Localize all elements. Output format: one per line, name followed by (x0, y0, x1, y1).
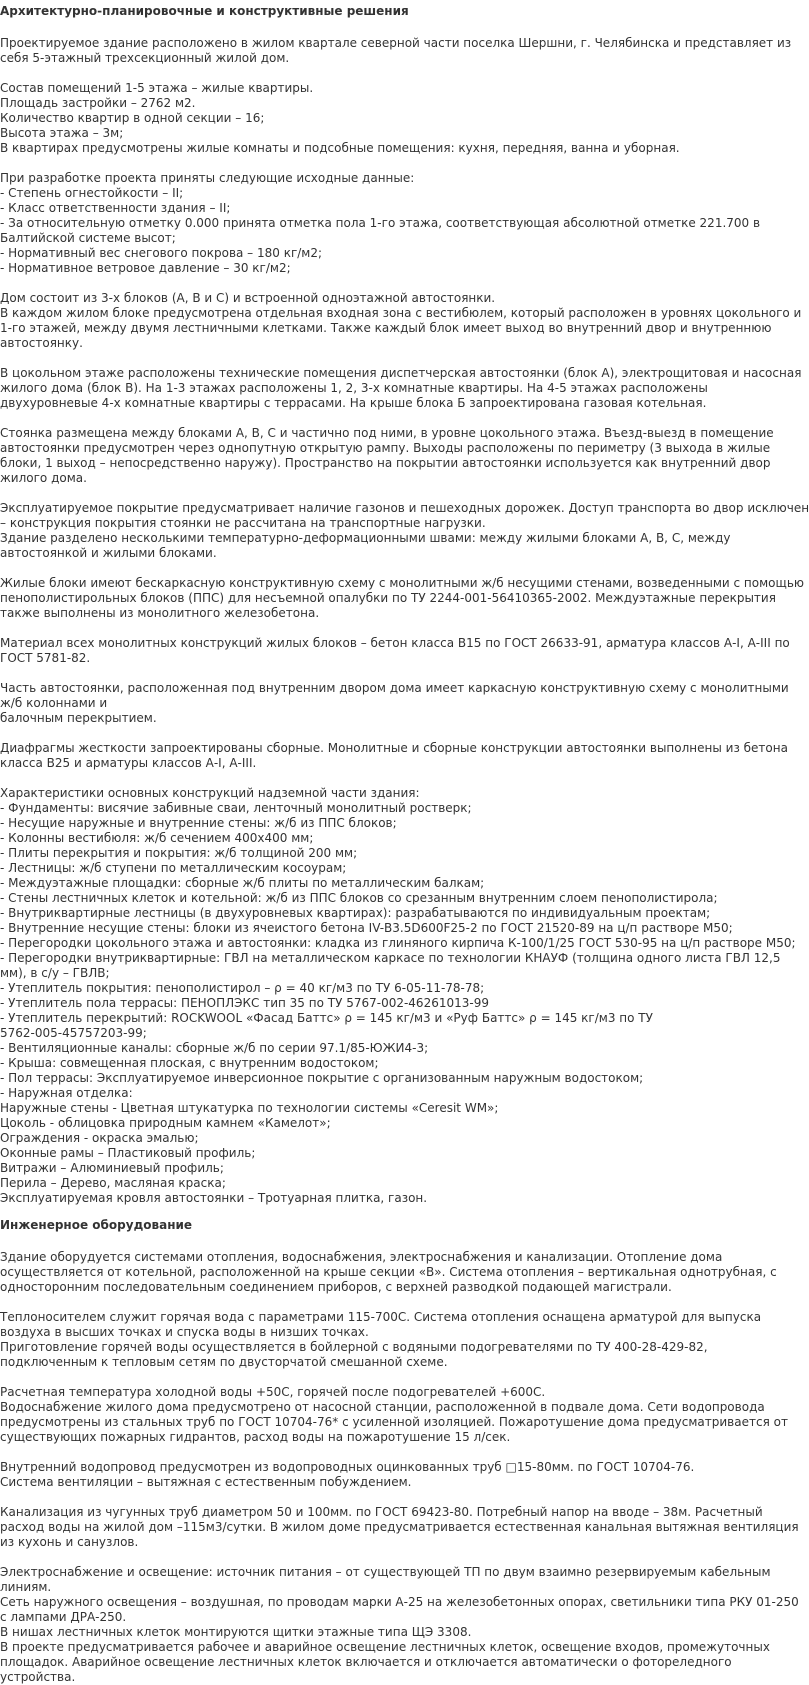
paragraph (0, 36, 792, 66)
paragraph (0, 171, 761, 276)
text-line: – конструкция покрытия стоянки не рассчитана на транспортные нагрузки. (0, 516, 486, 530)
text-line: Расчетная температура холодной воды +50С, горячей после подогревателей +600С. (0, 1385, 546, 1399)
text-line: Электроснабжение и освещение: источник питания – от существующей ТП по двум взаимно резервируемым кабельным (0, 1565, 771, 1579)
text-line: Цоколь - облицовка природным камнем «Камелот»; (0, 1116, 331, 1130)
text-line: односторонним последовательным соединением приборов, с верхней разводкой подающей магистрали. (0, 1280, 672, 1294)
text-line: - Внутриквартирные лестницы (в двухуровневых квартирах): разрабатываются по индивидуальным проектам; (0, 906, 711, 920)
paragraph (0, 741, 788, 771)
paragraph (0, 366, 802, 411)
text-line: блоки, 1 выход – непосредственно наружу). Пространство на покрытии автостоянки используется как внутренний двор (0, 456, 771, 470)
text-line: - Перегородки цокольного этажа и автостоянки: кладка из глиняного кирпича К-100/1/25 ГОСТ 530-95 на ц/п растворе М50; (0, 936, 796, 950)
section-heading: Инженерное оборудование (0, 1218, 193, 1232)
text-line: Дом состоит из 3-х блоков (А, В и С) и встроенной одноэтажной автостоянки. (0, 291, 496, 305)
text-line: Проектируемое здание расположено в жилом квартале северной части поселка Шершни, г. Челябинска и представляет из (0, 36, 792, 50)
text-line: - Нормативный вес снегового покрова – 180 кг/м2; (0, 246, 323, 260)
text-line: - Крыша: совмещенная плоская, с внутренним водостоком; (0, 1056, 379, 1070)
paragraph (0, 576, 804, 621)
text-line: Сеть наружного освещения – воздушная, по проводам марки А-25 на железобетонных опорах, светильники типа РКУ 01-250 (0, 1595, 799, 1609)
text-line: - Стены лестничных клеток и котельной: ж/б из ППС блоков со срезанным внутренним слоем пенополистирола; (0, 891, 718, 905)
text-line: Система вентиляции – вытяжная с естественным побуждением. (0, 1475, 412, 1489)
text-line: При разработке проекта приняты следующие исходные данные: (0, 171, 415, 185)
section-engineering (0, 1218, 799, 1685)
text-line: - Наружная отделка: (0, 1086, 133, 1100)
text-line: - Утеплитель покрытия: пенополистирол – ρ = 40 кг/м3 по ТУ 6-05-11-78-78; (0, 981, 485, 995)
text-line: - Вентиляционные каналы: сборные ж/б по серии 97.1/85-ЮЖИ4-3; (0, 1041, 429, 1055)
text-line: 1-го этажей, между двумя лестничными клетками. Также каждый блок имеет выход во внутренний двор и внутреннюю (0, 321, 772, 335)
text-line: Высота этажа – 3м; (0, 126, 124, 140)
text-line: - Лестницы: ж/б ступени по металлическим косоурам; (0, 861, 347, 875)
paragraph (0, 1385, 788, 1445)
text-line: автостоянки предусмотрен через однопутную открытую рампу. Выходы расположены по периметру (3 выхода в жилые (0, 441, 771, 455)
text-line: - За относительную отметку 0.000 принята отметка пола 1-го этажа, соответствующая абсолютной отметке 221.700 в (0, 216, 761, 230)
text-line: - Перегородки внутриквартирные: ГВЛ на металлическом каркасе по технологии КНАУФ (толщина одного листа ГВЛ 12,5 (0, 951, 781, 965)
text-line: площадок. Аварийное освещение лестничных клеток включается и отключается автоматически о фотореледного (0, 1655, 732, 1669)
text-line: Витражи – Алюминиевый профиль; (0, 1161, 224, 1175)
text-line: Материал всех монолитных конструкций жилых блоков – бетон класса В15 по ГОСТ 26633-91, арматура классов А-I, А-III по (0, 636, 790, 650)
text-line: класса В25 и арматуры классов А-I, А-III. (0, 756, 257, 770)
paragraph (0, 81, 692, 156)
text-line: - Нормативное ветровое давление – 30 кг/м2; (0, 261, 291, 275)
text-line: существующих пожарных гидрантов, расход воды на пожаротушение 15 л/сек. (0, 1430, 511, 1444)
text-line: Наружные стены - Цветная штукатурка по технологии системы «Ceresit WM»; (0, 1101, 499, 1115)
paragraph (0, 291, 802, 351)
text-line: - Внутренние несущие стены: блоки из ячеистого бетона IV-В3.5D600F25-2 по ГОСТ 21520-89 на ц/п растворе М50; (0, 921, 733, 935)
text-line: Эксплуатируемая кровля автостоянки – Тротуарная плитка, газон. (0, 1191, 428, 1205)
text-line: предусмотрены из стальных труб по ГОСТ 10704-76* с усиленной изоляцией. Пожаротушение дома предусматривается от (0, 1415, 788, 1429)
text-line: - Утеплитель пола террасы: ПЕНОПЛЭКС тип 35 по ТУ 5767-002-46261013-99 (0, 996, 489, 1010)
text-line: Теплоносителем служит горячая вода с параметрами 115-700С. Система отопления оснащена арматурой для выпуска (0, 1310, 762, 1324)
section-architecture (0, 4, 809, 1206)
text-line: Ограждения - окраска эмалью; (0, 1131, 199, 1145)
text-line: с лампами ДРА-250. (0, 1610, 127, 1624)
text-line: В проекте предусматривается рабочее и аварийное освещение лестничных клеток, освещение входов, промежуточных (0, 1640, 770, 1654)
text-line: - Колонны вестибюля: ж/б сечением 400х400 мм; (0, 831, 314, 845)
text-line: Характеристики основных конструкций надземной части здания: (0, 786, 420, 800)
text-line: жилого дома (блок В). На 1-3 этажах расположены 1, 2, 3-х комнатные квартиры. На 4-5 этажах расположены (0, 381, 708, 395)
text-line: балочным перекрытием. (0, 711, 157, 725)
text-line: Жилые блоки имеют бескаркасную конструктивную схему с монолитными ж/б несущими стенами, возведенными с помощью (0, 576, 804, 590)
text-line: Здание оборудуется системами отопления, водоснабжения, электроснабжения и канализации. Отопление дома (0, 1250, 723, 1264)
section-body (0, 36, 809, 1206)
text-line: из кухонь и санузлов. (0, 1535, 139, 1549)
text-line: - Плиты перекрытия и покрытия: ж/б толщиной 200 мм; (0, 846, 358, 860)
text-line: мм), в с/у – ГВЛВ; (0, 966, 110, 980)
paragraph (0, 1460, 695, 1490)
text-line: Диафрагмы жесткости запроектированы сборные. Монолитные и сборные конструкции автостоянки выполнены из бетона (0, 741, 788, 755)
section-heading: Архитектурно-планировочные и конструктивные решения (0, 4, 409, 18)
text-line: Количество квартир в одной секции – 16; (0, 111, 265, 125)
text-line: линиям. (0, 1580, 52, 1594)
text-line: воздуха в высших точках и спуска воды в низших точках. (0, 1325, 369, 1339)
text-line: Балтийской системе высот; (0, 231, 176, 245)
paragraph (0, 501, 809, 561)
paragraph (0, 1505, 799, 1550)
text-line: Водоснабжение жилого дома предусмотрено от насосной станции, расположенной в подвале дома. Сети водопровода (0, 1400, 765, 1414)
paragraph (0, 1310, 762, 1370)
text-line: В каждом жилом блоке предусмотрена отдельная входная зона с вестибюлем, который расположен в уровнях цокольного и (0, 306, 802, 320)
text-line: Внутренний водопровод предусмотрен из водопроводных оцинкованных труб □15-80мм. по ГОСТ 10704-76. (0, 1460, 695, 1474)
text-line: себя 5-этажный трехсекционный жилой дом. (0, 51, 290, 65)
text-line: подключенным к тепловым сетям по двусторчатой смешанной схеме. (0, 1355, 448, 1369)
paragraph (0, 1250, 777, 1295)
text-line: жилого дома. (0, 471, 87, 485)
text-line: В нишах лестничных клеток монтируются щитки этажные типа ЩЭ 3308. (0, 1625, 472, 1639)
paragraph (0, 1565, 799, 1685)
text-line: Состав помещений 1-5 этажа – жилые квартиры. (0, 81, 314, 95)
text-line: Здание разделено несколькими температурно-деформационными швами: между жилыми блоками А, В, С, между (0, 531, 731, 545)
text-line: - Класс ответственности здания – II; (0, 201, 231, 215)
text-line: Оконные рамы – Пластиковый профиль; (0, 1146, 256, 1160)
text-line: Перила – Дерево, масляная краска; (0, 1176, 226, 1190)
text-line: ж/б колоннами и (0, 696, 108, 710)
text-line: двухуровневые 4-х комнатные квартиры с террасами. На крыше блока Б запроектирована газовая котельная. (0, 396, 707, 410)
text-line: В квартирах предусмотрены жилые комнаты и подсобные помещения: кухня, передняя, ванна и уборная. (0, 141, 680, 155)
text-line: автостоянку. (0, 336, 83, 350)
text-line: расход воды на жилой дом –115м3/сутки. В жилом доме предусматривается естественная канальная вытяжная вентиляция (0, 1520, 799, 1534)
text-line: Эксплуатируемое покрытие предусматривает наличие газонов и пешеходных дорожек. Доступ транспорта во двор исключен (0, 501, 809, 515)
text-line: - Междуэтажные площадки: сборные ж/б плиты по металлическим балкам; (0, 876, 485, 890)
paragraph (0, 681, 789, 726)
text-line: пенополистирольных блоков (ППС) для несъемной опалубки по ТУ 2244-001-56410365-2002. Междуэтажные перекрытия (0, 591, 776, 605)
text-line: Приготовление горячей воды осуществляется в бойлерной с водяными подогревателями по ТУ 400-28-429-82, (0, 1340, 708, 1354)
text-line: Стоянка размещена между блоками А, В, С и частично под ними, в уровне цокольного этажа. Въезд-выезд в помещение (0, 426, 774, 440)
paragraph (0, 426, 774, 486)
paragraph (0, 786, 796, 1206)
text-line: осуществляется от котельной, расположенной на крыше секции «В». Система отопления – вертикальная однотрубная, с (0, 1265, 777, 1279)
text-line: Часть автостоянки, расположенная под внутренним двором дома имеет каркасную конструктивную схему с монолитными (0, 681, 789, 695)
text-line: Канализация из чугунных труб диаметром 50 и 100мм. по ГОСТ 69423-80. Потребный напор на вводе – 38м. Расчетный (0, 1505, 763, 1519)
text-line: - Фундаменты: висячие забивные сваи, ленточный монолитный ростверк; (0, 801, 472, 815)
text-line: Площадь застройки – 2762 м2. (0, 96, 196, 110)
paragraph (0, 636, 790, 666)
text-line: 5762-005-45757203-99; (0, 1026, 147, 1040)
section-body (0, 1250, 799, 1685)
text-line: В цокольном этаже расположены технические помещения диспетчерская автостоянки (блок А), электрощитовая и насосная (0, 366, 802, 380)
text-line: ГОСТ 5781-82. (0, 651, 91, 665)
text-line: автостоянкой и жилыми блоками. (0, 546, 217, 560)
text-line: - Степень огнестойкости – II; (0, 186, 184, 200)
text-line: также выполнены из монолитного железобетона. (0, 606, 320, 620)
text-line: устройства. (0, 1670, 76, 1684)
text-line: - Утеплитель перекрытий: ROCKWOOL «Фасад Баттс» ρ = 145 кг/м3 и «Руф Баттс» ρ = 145 кг/м3 по ТУ (0, 1011, 653, 1025)
text-line: - Несущие наружные и внутренние стены: ж/б из ППС блоков; (0, 816, 397, 830)
text-line: - Пол террасы: Эксплуатируемое инверсионное покрытие с организованным наружным водостоком; (0, 1071, 644, 1085)
